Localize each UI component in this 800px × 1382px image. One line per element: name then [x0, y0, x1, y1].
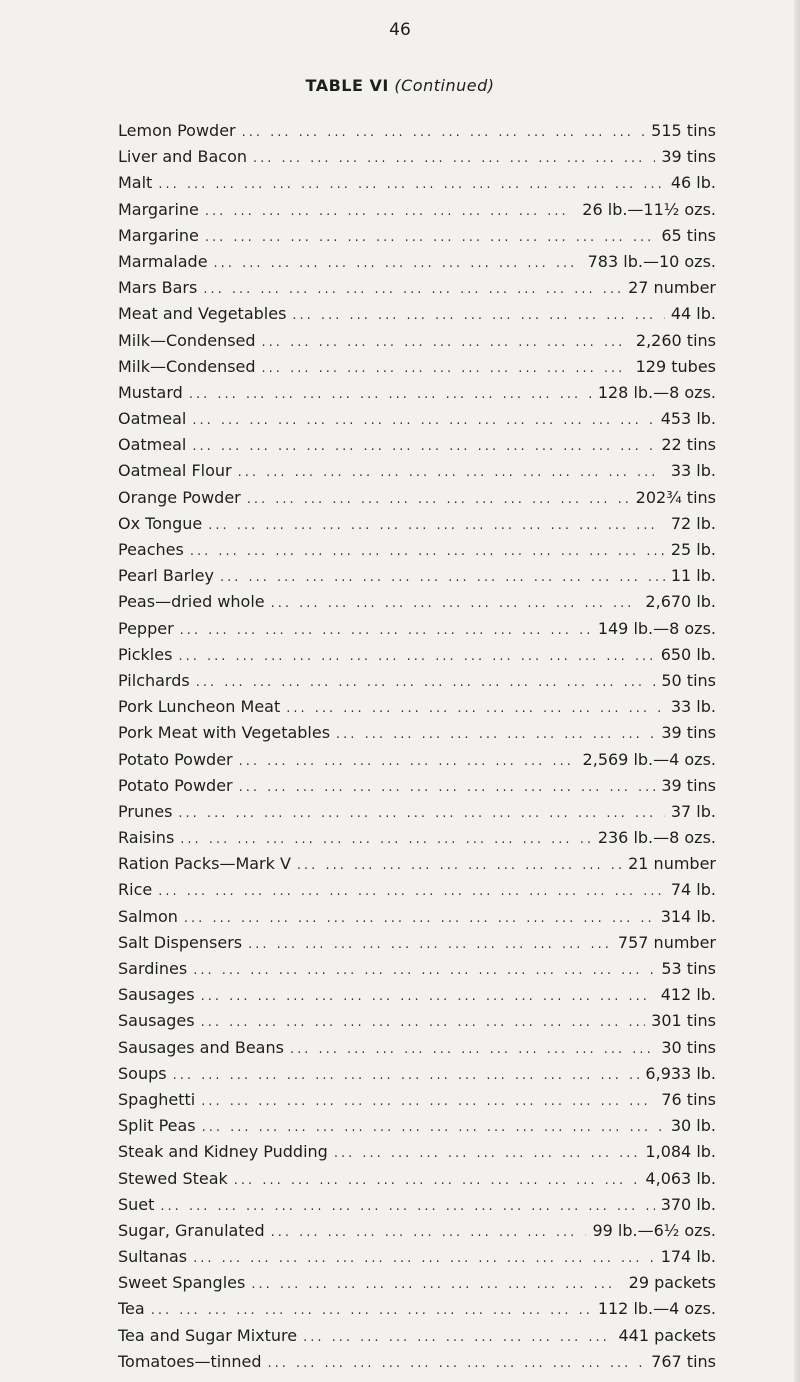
- table-row: [118, 458, 716, 484]
- item-quantity: 2,260 tins: [635, 330, 716, 350]
- table-row: [118, 616, 716, 642]
- table-title-continued: (Continued): [394, 76, 495, 95]
- item-name: Mars Bars: [118, 278, 198, 298]
- item-name: Tea: [118, 1299, 145, 1319]
- item-quantity: 37 lb.: [670, 801, 716, 821]
- table-row: [118, 485, 716, 511]
- table-row: [118, 904, 716, 930]
- item-name: Salmon: [118, 906, 178, 926]
- item-quantity: 515 tins: [651, 121, 716, 140]
- dot-leader: [190, 539, 665, 565]
- table-row: [118, 406, 716, 432]
- item-quantity: 50 tins: [661, 670, 716, 690]
- item-name: Orange Powder: [118, 487, 241, 507]
- item-quantity: 33 lb.: [670, 697, 716, 717]
- table-row: [118, 275, 716, 301]
- table-row: [118, 773, 716, 799]
- table-row: [118, 642, 716, 668]
- dot-leader: [201, 1010, 646, 1036]
- dot-leader: [253, 146, 655, 172]
- table-row: [118, 1166, 716, 1192]
- item-name: Mustard: [118, 382, 183, 402]
- item-name: Milk—Condensed: [118, 356, 256, 376]
- item-quantity: 650 lb.: [660, 644, 716, 664]
- item-name: Raisins: [118, 828, 175, 848]
- item-name: Salt Dispensers: [118, 932, 243, 952]
- item-quantity: 174 lb.: [660, 1247, 716, 1267]
- item-name: Marmalade: [118, 251, 208, 271]
- dot-leader: [214, 251, 582, 277]
- dot-leader: [303, 1325, 612, 1351]
- item-quantity: 6,933 lb.: [645, 1063, 716, 1083]
- item-quantity: 236 lb.—8 ozs.: [597, 828, 716, 848]
- item-name: Rice: [118, 880, 153, 900]
- item-quantity: 441 packets: [618, 1325, 716, 1345]
- table-row: [118, 1218, 716, 1244]
- dot-leader: [292, 303, 664, 329]
- item-quantity: 30 lb.: [670, 1116, 716, 1136]
- item-quantity: 46 lb.: [670, 173, 716, 193]
- item-quantity: 33 lb.: [670, 461, 716, 481]
- table-row: [118, 328, 716, 354]
- dot-leader: [271, 591, 640, 617]
- item-quantity: 30 tins: [661, 1037, 716, 1057]
- table-row: [118, 799, 716, 825]
- item-name: Oatmeal Flour: [118, 461, 232, 481]
- table-row: [118, 956, 716, 982]
- table-row: [118, 1008, 716, 1034]
- dot-leader: [151, 1298, 592, 1324]
- table-row: [118, 432, 716, 458]
- dot-leader: [220, 565, 665, 591]
- table-row: [118, 825, 716, 851]
- item-name: Tea and Sugar Mixture: [118, 1325, 298, 1345]
- item-quantity: 453 lb.: [660, 409, 716, 429]
- item-name: Steak and Kidney Pudding: [118, 1142, 328, 1162]
- item-quantity: 39 tins: [661, 147, 716, 167]
- item-name: Spaghetti: [118, 1089, 196, 1109]
- item-name: Sultanas: [118, 1247, 188, 1267]
- dot-leader: [271, 1220, 587, 1246]
- table-row: [118, 170, 716, 196]
- table-title: [0, 76, 800, 95]
- item-quantity: 128 lb.—8 ozs.: [597, 382, 716, 402]
- item-quantity: 767 tins: [651, 1351, 716, 1371]
- item-name: Sweet Spangles: [118, 1273, 246, 1293]
- page-number: 46: [389, 20, 411, 40]
- dot-leader: [239, 775, 656, 801]
- item-name: Pork Meat with Vegetables: [118, 723, 331, 743]
- item-name: Soups: [118, 1063, 167, 1083]
- table-row: [118, 301, 716, 327]
- item-name: Milk—Condensed: [118, 330, 256, 350]
- dot-leader: [158, 172, 665, 198]
- item-name: Prunes: [118, 801, 173, 821]
- item-name: Peas—dried whole: [118, 592, 265, 612]
- dot-leader: [290, 1037, 655, 1063]
- dot-leader: [286, 696, 665, 722]
- dot-leader: [262, 330, 630, 356]
- item-name: Split Peas: [118, 1116, 196, 1136]
- table-title-main: TABLE VI: [305, 76, 389, 95]
- dot-leader: [173, 1063, 640, 1089]
- item-name: Margarine: [118, 225, 199, 245]
- table-row: [118, 1139, 716, 1165]
- table-row: [118, 118, 716, 144]
- table-row: [118, 589, 716, 615]
- item-quantity: 149 lb.—8 ozs.: [597, 618, 716, 638]
- item-quantity: 412 lb.: [660, 985, 716, 1005]
- dot-leader: [203, 277, 622, 303]
- item-quantity: 11 lb.: [670, 566, 716, 586]
- dot-leader: [201, 984, 655, 1010]
- item-name: Potato Powder: [118, 775, 233, 795]
- item-name: Sausages and Beans: [118, 1037, 284, 1057]
- item-quantity: 1,084 lb.: [645, 1142, 716, 1162]
- table-row: [118, 223, 716, 249]
- table-row: [118, 537, 716, 563]
- dot-leader: [192, 408, 654, 434]
- dot-leader: [336, 722, 655, 748]
- item-name: Oatmeal: [118, 435, 187, 455]
- item-quantity: 2,569 lb.—4 ozs.: [582, 749, 716, 769]
- item-quantity: 72 lb.: [670, 513, 716, 533]
- item-name: Margarine: [118, 199, 199, 219]
- table-row: [118, 1296, 716, 1322]
- dot-leader: [192, 434, 655, 460]
- table-row: [118, 668, 716, 694]
- dot-leader: [297, 853, 622, 879]
- item-name: Malt: [118, 173, 153, 193]
- item-quantity: 757 number: [617, 932, 716, 952]
- dot-leader: [267, 1351, 645, 1377]
- item-name: Oatmeal: [118, 409, 187, 429]
- dot-leader: [180, 618, 592, 644]
- item-name: Potato Powder: [118, 749, 233, 769]
- table-row: [118, 982, 716, 1008]
- table-row: [118, 877, 716, 903]
- table-row: [118, 511, 716, 537]
- table-row: [118, 144, 716, 170]
- item-quantity: 2,670 lb.: [645, 592, 716, 612]
- dot-leader: [189, 382, 592, 408]
- table-row: [118, 930, 716, 956]
- item-name: Ox Tongue: [118, 513, 203, 533]
- dot-leader: [180, 827, 592, 853]
- dot-leader: [193, 958, 655, 984]
- table-row: [118, 380, 716, 406]
- table-row: [118, 1113, 716, 1139]
- table-row: [118, 1244, 716, 1270]
- dot-leader: [242, 120, 646, 146]
- item-quantity: 74 lb.: [670, 880, 716, 900]
- table-row: [118, 694, 716, 720]
- item-name: Pilchards: [118, 670, 190, 690]
- dot-leader: [234, 1168, 640, 1194]
- item-name: Pickles: [118, 644, 173, 664]
- dot-leader: [158, 879, 665, 905]
- item-name: Liver and Bacon: [118, 147, 248, 167]
- item-quantity: 301 tins: [651, 1011, 716, 1031]
- table-row: [118, 197, 716, 223]
- dot-leader: [193, 1246, 655, 1272]
- item-quantity: 202¾ tins: [635, 487, 716, 507]
- item-name: Stewed Steak: [118, 1168, 228, 1188]
- item-quantity: 44 lb.: [670, 304, 716, 324]
- item-quantity: 112 lb.—4 ozs.: [597, 1299, 716, 1319]
- table-row: [118, 354, 716, 380]
- page-edge-shadow: [794, 0, 800, 1382]
- dot-leader: [178, 644, 654, 670]
- dot-leader: [262, 356, 630, 382]
- item-quantity: 53 tins: [661, 959, 716, 978]
- item-quantity: 27 number: [628, 278, 716, 298]
- table-row: [118, 249, 716, 275]
- item-quantity: 29 packets: [628, 1273, 716, 1293]
- dot-leader: [160, 1194, 654, 1220]
- dot-leader: [208, 513, 665, 539]
- item-quantity: 314 lb.: [660, 906, 716, 926]
- item-quantity: 26 lb.—11½ ozs.: [582, 199, 716, 219]
- item-quantity: 21 number: [628, 854, 716, 874]
- item-name: Meat and Vegetables: [118, 304, 287, 324]
- item-name: Lemon Powder: [118, 121, 236, 140]
- dot-leader: [196, 670, 656, 696]
- table-row: [118, 1035, 716, 1061]
- food-items-table: [118, 118, 716, 1375]
- dot-leader: [238, 460, 665, 486]
- table-row: [118, 1270, 716, 1296]
- item-quantity: 370 lb.: [660, 1194, 716, 1214]
- table-row: [118, 563, 716, 589]
- dot-leader: [205, 199, 576, 225]
- item-name: Sausages: [118, 985, 195, 1005]
- dot-leader: [178, 801, 664, 827]
- item-name: Pearl Barley: [118, 566, 214, 586]
- dot-leader: [205, 225, 655, 251]
- table-row: [118, 1087, 716, 1113]
- item-name: Pepper: [118, 618, 174, 638]
- table-row: [118, 747, 716, 773]
- item-name: Pork Luncheon Meat: [118, 697, 281, 717]
- item-quantity: 39 tins: [661, 775, 716, 795]
- item-quantity: 4,063 lb.: [645, 1168, 716, 1188]
- item-quantity: 76 tins: [661, 1089, 716, 1109]
- table-row: [118, 1061, 716, 1087]
- item-quantity: 99 lb.—6½ ozs.: [592, 1220, 716, 1240]
- item-name: Suet: [118, 1194, 155, 1214]
- item-quantity: 22 tins: [661, 435, 716, 455]
- item-quantity: 39 tins: [661, 723, 716, 743]
- dot-leader: [239, 749, 577, 775]
- item-name: Sausages: [118, 1011, 195, 1031]
- dot-leader: [184, 906, 655, 932]
- table-row: [118, 1349, 716, 1375]
- item-name: Ration Packs—Mark V: [118, 854, 291, 874]
- dot-leader: [251, 1272, 622, 1298]
- item-name: Tomatoes—tinned: [118, 1351, 262, 1371]
- item-quantity: 25 lb.: [670, 540, 716, 559]
- dot-leader: [202, 1115, 665, 1141]
- item-name: Sugar, Granulated: [118, 1220, 265, 1240]
- item-quantity: 783 lb.—10 ozs.: [587, 251, 716, 271]
- table-row: [118, 851, 716, 877]
- table-row: [118, 1323, 716, 1349]
- table-row: [118, 720, 716, 746]
- dot-leader: [334, 1141, 640, 1167]
- dot-leader: [248, 932, 612, 958]
- table-row: [118, 1192, 716, 1218]
- item-name: Peaches: [118, 540, 184, 559]
- dot-leader: [201, 1089, 655, 1115]
- dot-leader: [247, 487, 630, 513]
- item-name: Sardines: [118, 959, 188, 978]
- item-quantity: 65 tins: [661, 225, 716, 245]
- item-quantity: 129 tubes: [635, 356, 716, 376]
